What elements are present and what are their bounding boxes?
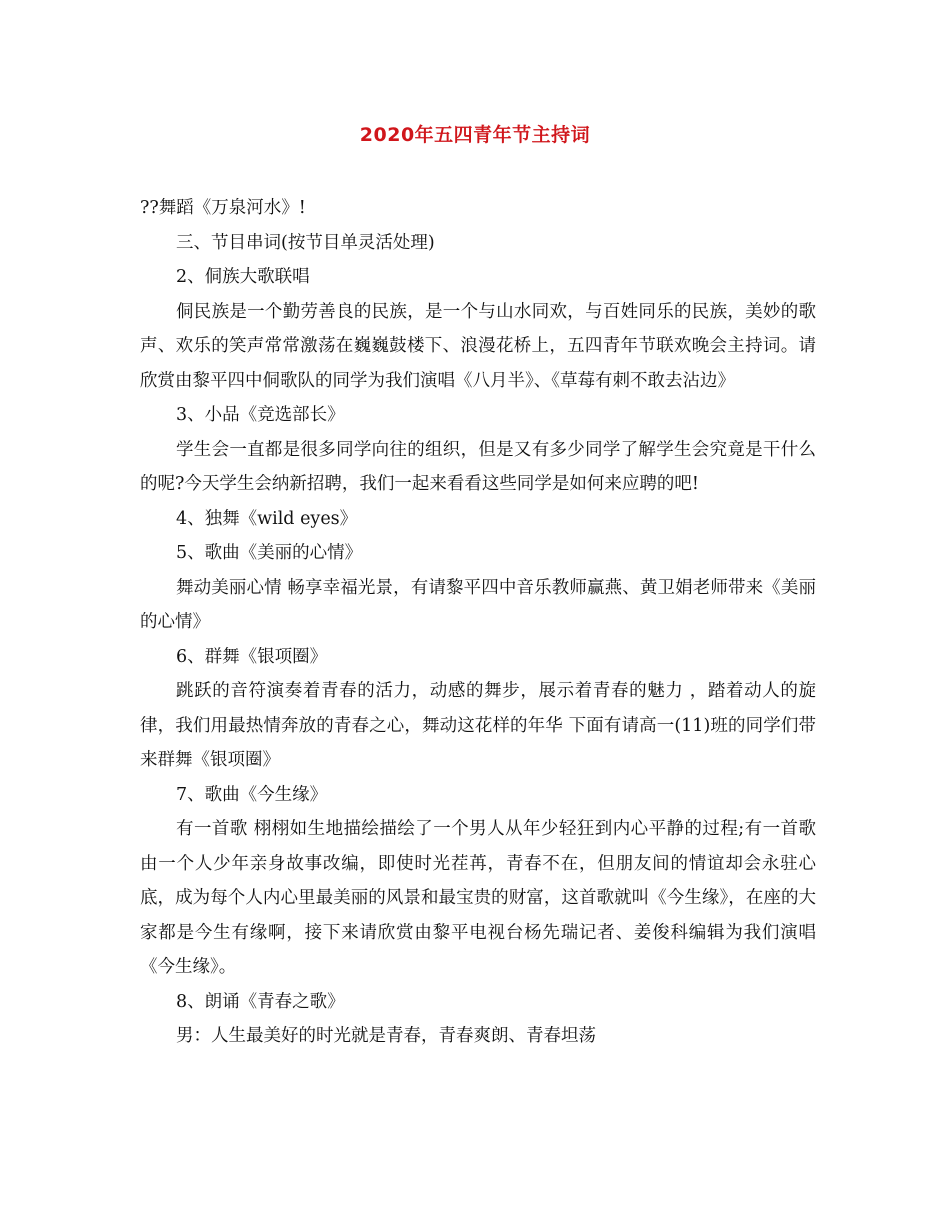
program-item-heading: 6、群舞《银项圈》 <box>176 646 328 667</box>
paragraph: ??舞蹈《万泉河水》! <box>140 198 306 218</box>
document-title: 2020年五四青年节主持词 <box>359 124 591 146</box>
paragraph: 有一首歌 栩栩如生地描绘描绘了一个男人从年少轻狂到内心平静的过程;有一首歌由一个人少年亲身故事改编，即使时光茬苒，青春不在，但朋友间的情谊却会永驻心底，成为每个人内心里最美丽的风景和最宝贵的财富，这首歌就叫《今生缘》，在座的大家都是今生有缘啊，接下来请欣赏由黎平电视台杨先瑞记者、姜俊科编辑为我们演唱《今生缘》。 <box>140 819 816 977</box>
program-item-heading: 5、歌曲《美丽的心情》 <box>176 543 363 563</box>
program-item-heading: 4、独舞《wild eyes》 <box>176 508 358 529</box>
program-item-heading: 3、小品《竞选部长》 <box>176 405 345 425</box>
section-heading: 三、节目串词(按节目单灵活处理) <box>176 232 435 253</box>
paragraph: 侗民族是一个勤劳善良的民族，是一个与山水同欢，与百姓同乐的民族，美妙的歌声、欢乐的笑声常常激荡在巍巍鼓楼下、浪漫花桥上，五四青年节联欢晚会主持词。请欣赏由黎平四中侗歌队的同学为我们演唱《八月半》、《草莓有刺不敢去沾边》 <box>140 301 816 391</box>
paragraph: 跳跃的音符演奏着青春的活力，动感的舞步，展示着青春的魅力 ，踏着动人的旋律，我们用最热情奔放的青春之心，舞动这花样的年华 下面有请高一(11)班的同学们带来群舞《银项圈》 <box>140 681 816 770</box>
paragraph: 男：人生最美好的时光就是青春，青春爽朗、青春坦荡 <box>176 1026 596 1046</box>
paragraph: 舞动美丽心情 畅享幸福光景，有请黎平四中音乐教师赢燕、黄卫娟老师带来《美丽的心情》 <box>140 577 816 632</box>
program-item-heading: 2、侗族大歌联唱 <box>176 267 310 287</box>
document-body <box>140 191 816 1054</box>
program-item-heading: 7、歌曲《今生缘》 <box>176 784 328 805</box>
program-item-heading: 8、朗诵《青春之歌》 <box>176 991 345 1012</box>
paragraph: 学生会一直都是很多同学向往的组织，但是又有多少同学了解学生会究竟是干什么的呢?今天学生会纳新招聘，我们一起来看看这些同学是如何来应聘的吧! <box>140 439 816 494</box>
